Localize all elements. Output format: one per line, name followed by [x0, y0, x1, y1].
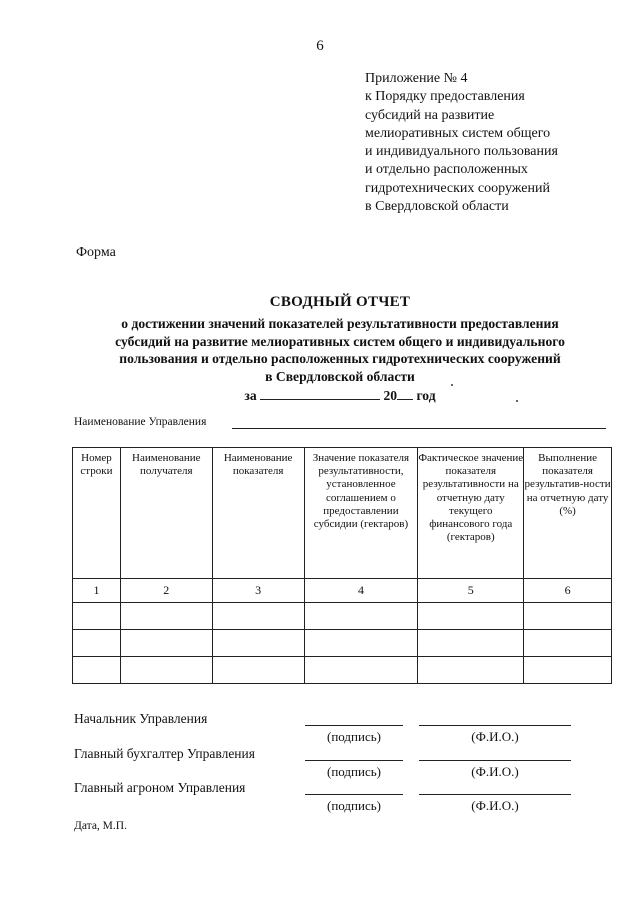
- table-row: [73, 603, 612, 630]
- name-blank[interactable]: [419, 760, 571, 761]
- period-year-prefix: 20: [383, 388, 398, 403]
- table-row: [73, 630, 612, 657]
- period-prefix: за: [244, 388, 257, 403]
- table-cell[interactable]: [73, 603, 121, 630]
- appendix-reference: [365, 70, 635, 216]
- signature-blank[interactable]: [305, 725, 403, 726]
- table-cell[interactable]: [212, 603, 304, 630]
- column-number: 1: [73, 579, 121, 603]
- period-date-blank[interactable]: [260, 386, 380, 400]
- signature-role-agronomist: Главный агроном Управления: [74, 780, 246, 795]
- report-period: [40, 386, 640, 404]
- table-header-row: [73, 448, 612, 579]
- column-number: 5: [418, 579, 524, 603]
- appendix-line: и индивидуального пользования: [365, 144, 558, 160]
- table-cell[interactable]: [304, 603, 418, 630]
- signature-caption: (подпись): [327, 798, 381, 813]
- report-subtitle: [40, 315, 640, 385]
- table-cell[interactable]: [524, 603, 612, 630]
- subtitle-line: о достижении значений показателей результативности предоставления: [121, 316, 559, 331]
- appendix-line: мелиоративных систем общего: [365, 125, 551, 141]
- header-actual-value: Фактическое значение показателя результативности на отчетную дату текущего финансового года (гектаров): [418, 448, 524, 579]
- column-number-row: [73, 579, 612, 603]
- table-cell[interactable]: [418, 630, 524, 657]
- column-number: 3: [212, 579, 304, 603]
- name-blank[interactable]: [419, 725, 571, 726]
- name-caption: (Ф.И.О.): [471, 798, 519, 813]
- subtitle-line: субсидий на развитие мелиоративных систем общего и индивидуального: [115, 333, 565, 349]
- table-cell[interactable]: [212, 630, 304, 657]
- subtitle-line: пользования и отдельно расположенных гидротехнических сооружений: [119, 351, 561, 366]
- header-indicator-name: Наименование показателя: [212, 448, 304, 579]
- table-cell[interactable]: [418, 603, 524, 630]
- table-cell[interactable]: [524, 657, 612, 684]
- signature-blank[interactable]: [305, 760, 403, 761]
- scan-speck: [451, 384, 453, 386]
- department-label: Наименование Управления: [74, 416, 207, 428]
- period-suffix: год: [416, 388, 436, 403]
- table-cell[interactable]: [304, 657, 418, 684]
- signature-role-accountant: Главный бухгалтер Управления: [74, 746, 255, 761]
- signature-role-head: Начальник Управления: [74, 711, 208, 726]
- appendix-line: к Порядку предоставления: [365, 89, 525, 105]
- appendix-line: Приложение № 4: [365, 71, 468, 86]
- header-recipient-name: Наименование получателя: [120, 448, 212, 579]
- column-number: 2: [120, 579, 212, 603]
- subtitle-line: в Свердловской области: [265, 368, 415, 384]
- appendix-line: в Свердловской области: [365, 199, 509, 215]
- department-name-blank[interactable]: [232, 428, 606, 429]
- table-cell[interactable]: [120, 630, 212, 657]
- header-row-number: Номер строки: [73, 448, 121, 579]
- column-number: 4: [304, 579, 418, 603]
- signature-blank[interactable]: [305, 794, 403, 795]
- table-cell[interactable]: [304, 630, 418, 657]
- table-row: [73, 657, 612, 684]
- column-number: 6: [524, 579, 612, 603]
- report-heading: [40, 294, 640, 404]
- report-table: [72, 447, 612, 684]
- table-cell[interactable]: [212, 657, 304, 684]
- date-stamp-label: Дата, М.П.: [74, 820, 127, 832]
- header-target-value: Значение показателя результативности, установленное соглашением о предоставлении субсидии (гектаров): [304, 448, 418, 579]
- appendix-line: и отдельно расположенных: [365, 162, 528, 178]
- report-title: СВОДНЫЙ ОТЧЕТ: [269, 294, 411, 310]
- name-caption: (Ф.И.О.): [471, 764, 519, 779]
- form-label: Форма: [76, 245, 116, 260]
- table-cell[interactable]: [524, 630, 612, 657]
- page-number: 6: [316, 38, 324, 54]
- signature-caption: (подпись): [327, 729, 381, 744]
- name-caption: (Ф.И.О.): [471, 729, 519, 744]
- appendix-line: гидротехнических сооружений: [365, 180, 550, 196]
- table-cell[interactable]: [120, 603, 212, 630]
- table-cell[interactable]: [418, 657, 524, 684]
- header-completion-percent: Выполнение показателя результатив-ности на отчетную дату (%): [524, 448, 612, 579]
- name-blank[interactable]: [419, 794, 571, 795]
- table-cell[interactable]: [73, 630, 121, 657]
- period-year-blank[interactable]: [397, 386, 413, 400]
- signature-caption: (подпись): [327, 764, 381, 779]
- table-cell[interactable]: [73, 657, 121, 684]
- table-cell[interactable]: [120, 657, 212, 684]
- scan-speck: [516, 400, 518, 402]
- appendix-line: субсидий на развитие: [365, 107, 495, 123]
